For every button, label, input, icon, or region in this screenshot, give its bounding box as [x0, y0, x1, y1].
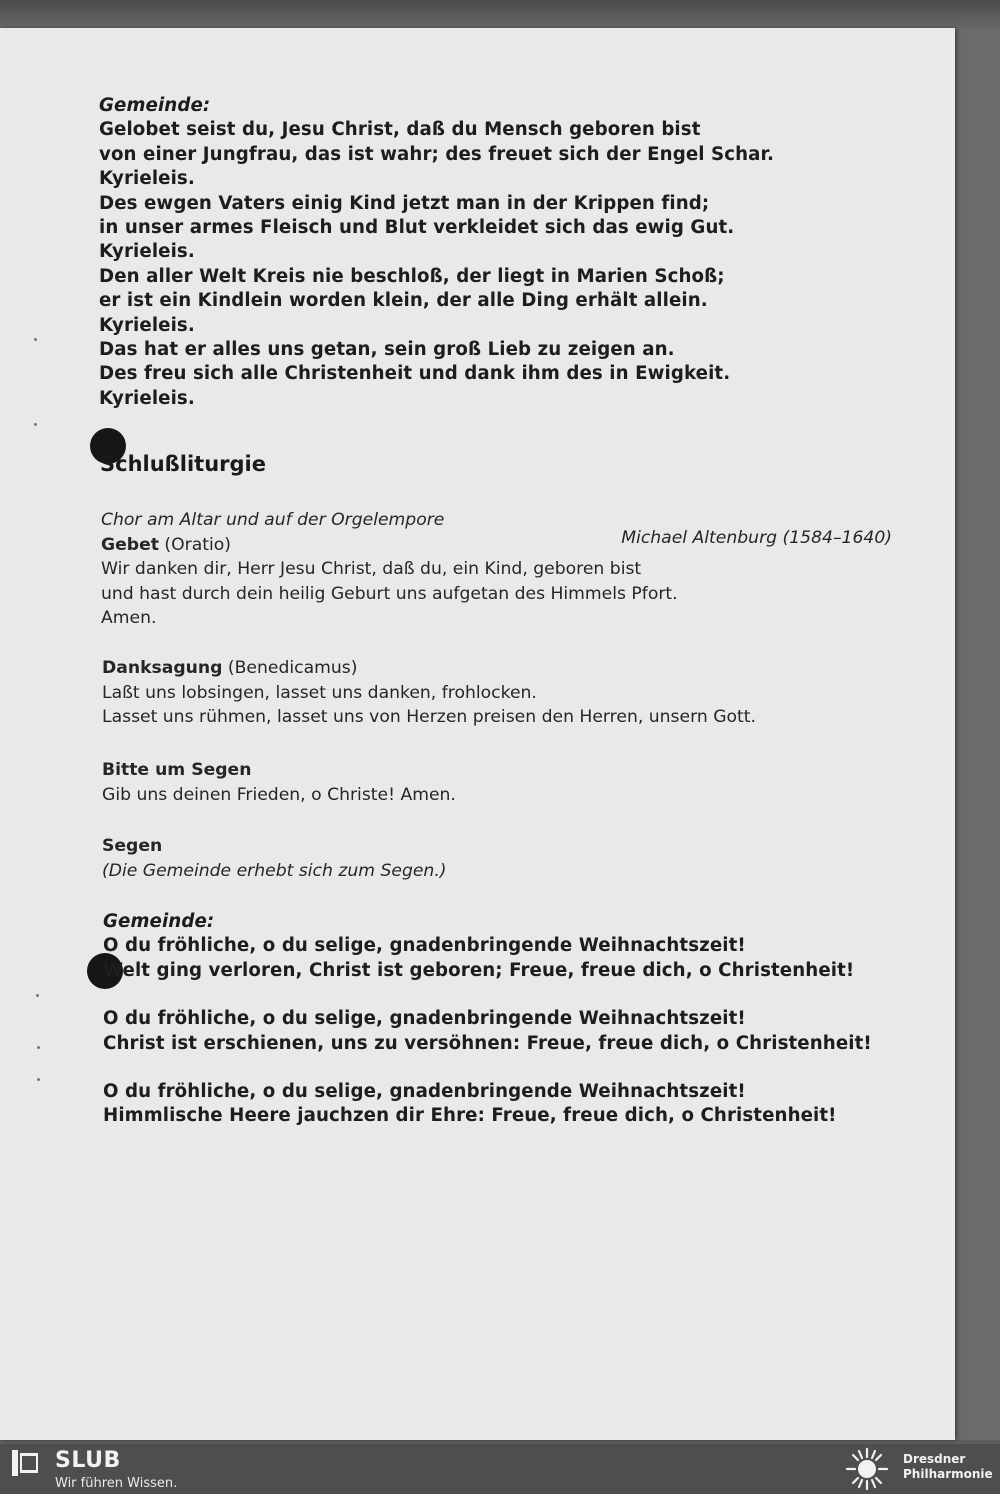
scan-background-right: [955, 28, 1000, 1440]
speaker-label: Gemeinde:: [103, 911, 215, 932]
hymn-line: von einer Jungfrau, das ist wahr; des freuet sich der Engel Schar.: [99, 143, 775, 165]
speaker-label: Gemeinde:: [99, 95, 211, 116]
segen-block: [102, 834, 922, 883]
hymn-line: Gelobet seist du, Jesu Christ, daß du Mensch geboren bist: [99, 119, 701, 141]
hymn-gelobet: [99, 94, 919, 411]
bitte-block: [102, 758, 922, 807]
dresdner-philharmonie-logo: [843, 1446, 891, 1492]
danksagung-block: [102, 656, 922, 730]
scan-background-top: [0, 0, 1000, 30]
hymn-line: Kyrieleis.: [99, 168, 195, 190]
gebet-heading-suffix: (Oratio): [158, 534, 231, 555]
hymn-line: O du fröhliche, o du selige, gnadenbringende Weihnachtszeit!: [103, 935, 746, 957]
hymn-line: er ist ein Kindlein worden klein, der alle Ding erhält allein.: [99, 290, 708, 312]
gebet-line: Wir danken dir, Herr Jesu Christ, daß du, ein Kind, geboren bist: [101, 559, 642, 579]
hymn-line: Das hat er alles uns getan, sein groß Lieb zu zeigen an.: [99, 339, 675, 361]
scan-speck: [37, 1078, 40, 1081]
hymn-line: in unser armes Fleisch und Blut verkleidet sich das ewig Gut.: [99, 217, 735, 239]
partner-name: [903, 1452, 993, 1482]
segen-note: (Die Gemeinde erhebt sich zum Segen.): [102, 860, 447, 881]
composer-credit: Michael Altenburg (1584–1640): [621, 528, 892, 548]
library-name: SLUB: [55, 1448, 121, 1473]
gebet-heading: Gebet: [101, 534, 159, 555]
gebet-block: [101, 508, 921, 631]
slub-book-icon: [10, 1448, 42, 1478]
bitte-line: Gib uns deinen Frieden, o Christe! Amen.: [102, 784, 456, 805]
hymn-line: Welt ging verloren, Christ ist geboren; Freue, freue dich, o Christenheit!: [103, 959, 855, 981]
library-tagline: Wir führen Wissen.: [55, 1476, 178, 1491]
segen-heading: Segen: [102, 836, 163, 856]
gebet-line: und hast durch dein heilig Geburt uns aufgetan des Himmels Pfort.: [101, 583, 678, 604]
partner-name-line2: Philharmonie: [903, 1467, 993, 1481]
hymn-line: Des ewgen Vaters einig Kind jetzt man in der Krippen find;: [99, 192, 710, 214]
hymn-line: Des freu sich alle Christenheit und dank ihm des in Ewigkeit.: [99, 363, 731, 385]
hymn-o-du-froehliche: [103, 910, 923, 1129]
hymn-line: O du fröhliche, o du selige, gnadenbringende Weihnachtszeit!: [103, 1008, 746, 1030]
hymn-line: Kyrieleis.: [99, 314, 195, 336]
section-title: Schlußliturgie: [100, 452, 266, 476]
scan-speck: [34, 338, 37, 341]
hymn-line: Den aller Welt Kreis nie beschloß, der liegt in Marien Schoß;: [99, 265, 725, 287]
danksagung-heading-suffix: (Benedicamus): [222, 658, 358, 678]
danksagung-line: Laßt uns lobsingen, lasset uns danken, frohlocken.: [102, 682, 537, 703]
bitte-heading: Bitte um Segen: [102, 760, 252, 780]
scan-speck: [36, 994, 39, 997]
gebet-line: Amen.: [101, 608, 157, 628]
footer-bar: [0, 1444, 1000, 1494]
danksagung-line: Lasset uns rühmen, lasset uns von Herzen preisen den Herren, unsern Gott.: [102, 707, 756, 727]
scan-speck: [37, 1046, 40, 1049]
scan-speck: [34, 423, 37, 426]
hymn-line: O du fröhliche, o du selige, gnadenbringende Weihnachtszeit!: [103, 1081, 746, 1103]
hymn-line: Christ ist erschienen, uns zu versöhnen: Freue, freue dich, o Christenheit!: [103, 1032, 872, 1054]
gebet-intro: Chor am Altar und auf der Orgelempore: [101, 510, 445, 530]
partner-name-line1: Dresdner: [903, 1452, 966, 1466]
danksagung-heading: Danksagung: [102, 658, 223, 678]
hymn-line: Himmlische Heere jauchzen dir Ehre: Freue, freue dich, o Christenheit!: [103, 1105, 837, 1127]
hymn-line: Kyrieleis.: [99, 241, 195, 263]
hymn-line: Kyrieleis.: [99, 387, 195, 409]
